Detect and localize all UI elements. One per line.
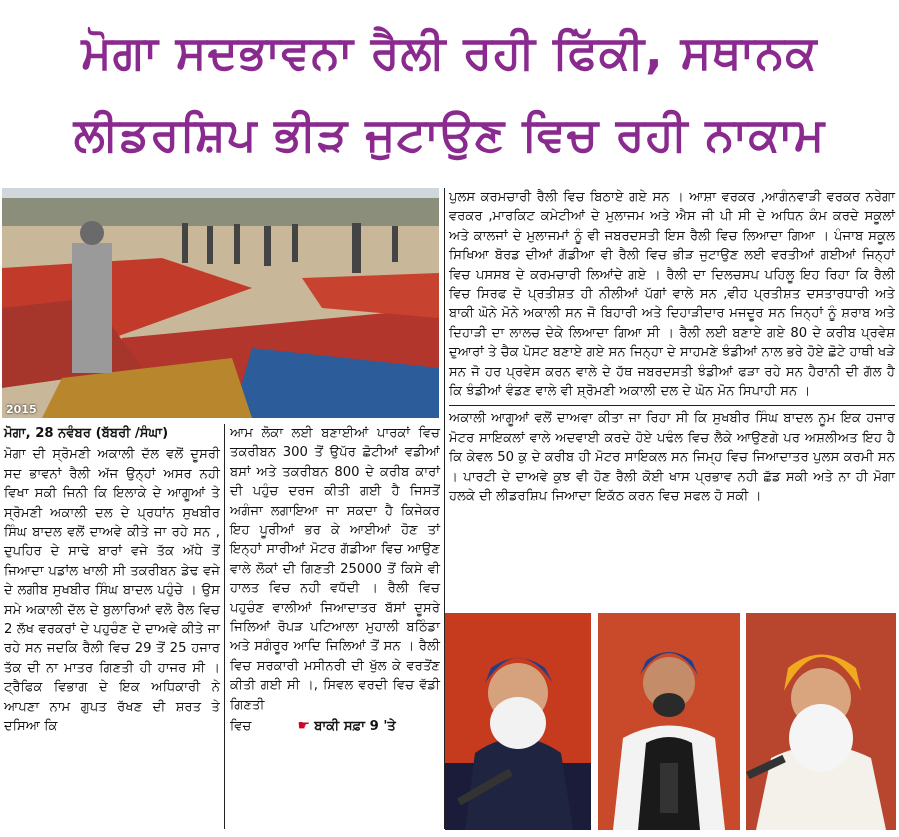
article-column-2 [230, 424, 440, 739]
photo-year-stamp: 2015 [6, 403, 37, 416]
column-3-paragraph-1: ਪੁਲਸ ਕਰਮਚਾਰੀ ਰੈਲੀ ਵਿਚ ਬਿਠਾਏ ਗਏ ਸਨ । ਆਸ਼ਾ ਵਰਕਰ ,ਆਗੰਨਵਾੜੀ ਵਰਕਰ ਨਰੇਗਾ ਵਰਕਰ ,ਮਾਰਕਿਟ ਕਮੇਟੀਆਂ ਦੇ ਮੁਲਾਜਮ ਅਤੇ ਐਸ ਜੀ ਪੀ ਸੀ ਦੇ ਅਧਿਨ ਕੰਮ ਕਰਦੇ ਸਕੂਲਾਂ ਅਤੇ ਕਾਲਜਾਂ ਦੇ ਮੁਲਾਜਮਾਂ ਨੂੰ ਵੀ ਜਬਰਦਸਤੀ ਇਸ ਰੈਲੀ ਵਿਚ ਲਿਆਦਾ ਗਿਆ । ਪੰਜਾਬ ਸਕੂਲ ਸਿਖਿਆ ਬੋਰਡ ਦੀਆਂ ਗੱਡੀਆ ਵੀ ਰੈਲੀ ਵਿਚ ਭੀੜ ਜੁਟਾਉਣ ਲਈ ਵਰਤੀਆਂ ਗਈਆਂ ਜਿਨ੍ਹਾਂ ਵਿਚ ਪਸਸਬ ਦੇ ਕਰਮਚਾਰੀ ਲਿਆਂਦੇ ਗਏ । ਰੈਲੀ ਦਾ ਦਿਲਚਸਪ ਪਹਿਲੂ ਇਹ ਰਿਹਾ ਕਿ ਰੈਲੀ ਵਿਚ ਸਿਰਫ ਦੋ ਪ੍ਰਤੀਸ਼ਤ ਹੀ ਨੀਲੀਆਂ ਪੱਗਾਂ ਵਾਲੇ ਸਨ ,ਵੀਹ ਪ੍ਰਤੀਸ਼ਤ ਦਸਤਾਰਧਾਰੀ ਅਤੇ ਬਾਕੀ ਘੋਨੇ ਮੋਨੇ ਅਕਾਲੀ ਸਨ ਜੋ ਬਿਹਾਰੀ ਅਤੇ ਦਿਹਾੜੀਦਾਰ ਮਜਦੂਰ ਸਨ ਜਿਨ੍ਹਾਂ ਨੂੰ ਸ਼ਰਾਬ ਅਤੇ ਦਿਹਾੜੀ ਦਾ ਲਾਲਚ ਦੇਕੇ ਲਿਆਦਾ ਗਿਆ ਸੀ । ਰੈਲੀ ਲਈ ਬਣਾਏ ਗਏ 80 ਦੇ ਕਰੀਬ ਪ੍ਰਵੇਸ਼ ਦੁਆਰਾਂ ਤੇ ਚੈਕ ਪੋਸਟ ਬਣਾਏ ਗਏ ਸਨ ਜਿਨ੍ਹਾ ਦੇ ਸਾਹਮਣੇ ਝੰਡੀਆਂ ਨਾਲ ਭਰੇ ਹੋਏ ਛੋਟੇ ਹਾਥੀ ਖੜੇ ਸਨ ਜੋ ਹਰ ਪ੍ਰਵੇਸ ਕਰਨ ਵਾਲੇ ਦੇ ਹੱਥ ਜਬਰਦਸਤੀ ਝੰਡੀਆਂ ਫੜਾ ਰਹੇ ਸਨ ਹੈਰਾਨੀ ਦੀ ਗੱਲ ਹੈ ਕਿ ਝੰਡੀਆਂ ਵੰਡਣ ਵਾਲੇ ਵੀ ਸ਼੍ਰੋਮਣੀ ਅਕਾਲੀ ਦਲ ਦੇ ਘੋਨ ਮੋਨ ਸਿਪਾਹੀ ਸਨ । [449, 190, 895, 400]
continued-on-page: ਬਾਕੀ ਸਫ਼ਾ 9 'ਤੇ [314, 719, 396, 735]
column-2-last-word: ਵਿਚ [230, 719, 252, 735]
column-1-text: ਮੋਗਾ ਦੀ ਸ੍ਰੋਮਣੀ ਅਕਾਲੀ ਦੱਲ ਵਲੋਂ ਦੂਸਰੀ ਸਦ ਭਾਵਨਾਂ ਰੈਲੀ ਅੱਜ ਉਨ੍ਹਾਂ ਅਸਰ ਨਹੀ ਵਿਖਾ ਸਕੀ ਜਿਨੀ ਕਿ ਇਲਾਕੇ ਦੇ ਆਗੂਆਂ ਤੇ ਸ੍ਰੋਮਣੀ ਅਕਾਲੀ ਦਲ ਦੇ ਪ੍ਰਧਾਂਨ ਸੁਖਬੀਰ ਸਿੰਘ ਬਾਦਲ ਵਲੋਂ ਦਾਅਵੇ ਕੀਤੇ ਜਾ ਰਹੇ ਸਨ , ਦੁਪਹਿਰ ਦੇ ਸਾਢੇ ਬਾਰਾਂ ਵਜੇ ਤੱਕ ਅੱਧੇ ਤੋਂ ਜਿਆਦਾ ਪਡਾਂਲ ਖਾਲੀ ਸੀ ਤਕਰੀਬਨ ਡੇਢ ਵਜੇ ਦੇ ਲਗੀਬ ਸੁਖਬੀਰ ਸਿੰਘ ਬਾਦਲ ਪਹੁੰਚੇ । ਉਸ ਸਮੇ ਅਕਾਲੀ ਦੱਲ ਦੇ ਬੁਲਾਰਿਆਂ ਵਲੋ ਰੈਲ ਵਿਚ 2 ਲੱਖ ਵਰਕਰਾਂ ਦੇ ਪਹੁਚੰਣ ਦੇ ਦਾਅਵੇ ਕੀਤੇ ਜਾ ਰਹੇ ਸਨ ਜਦਕਿ ਰੈਲੀ ਵਿਚ 29 ਤੋਂ 25 ਹਜਾਰ ਤੱਕ ਦੀ ਨਾ ਮਾਤਰ ਗਿਣਤੀ ਹੀ ਹਾਜਰ ਸੀ । ਟ੍ਰੈਫਿਕ ਵਿਭਾਗ ਦੇ ਇਕ ਅਧਿਕਾਰੀ ਨੇ ਆਪਣਾ ਨਾਮ ਗੁਪਤ ਰੱਖਣ ਦੀ ਸ਼ਰਤ ਤੇ ਦਸਿਆ ਕਿ [4, 447, 220, 735]
continued-arrow-icon: ☛ [297, 718, 311, 735]
rally-ground-illustration [2, 188, 439, 418]
speaker-photo-2 [598, 613, 740, 830]
headline-line-1: ਮੋਗਾ ਸਦਭਾਵਨਾ ਰੈਲੀ ਰਹੀ ਫਿੱਕੀ, ਸਥਾਨਕ [81, 25, 818, 79]
speaker-photo-1 [445, 613, 591, 830]
column-divider [224, 424, 225, 829]
paragraph-rule [449, 405, 895, 406]
headline-line-2: ਲੀਡਰਸ਼ਿਪ ਭੀੜ ਜੁਟਾਉਣ ਵਿਚ ਰਹੀ ਨਾਕਾਮ [73, 107, 826, 161]
column-2-text: ਆਮ ਲੋਕਾ ਲਈ ਬਣਾਈਆਂ ਪਾਰਕਾਂ ਵਿਚ ਤਕਰੀਬਨ 300 ਤੋਂ ਉਪੱਰ ਛੋਟੀਆਂ ਵਡੀਆਂ ਬਸਾਂ ਅਤੇ ਤਕਰੀਬਨ 800 ਦੇ ਕਰੀਬ ਕਾਰਾਂ ਦੀ ਪਹੁੰਚ ਦਰਜ ਕੀਤੀ ਗਈ ਹੈ ਜਿਸਤੋਂ ਅਗੰਜਾ ਲਗਾਇਆ ਜਾ ਸਕਦਾ ਹੈ ਕਿਜੇਕਰ ਇਹ ਪੂਰੀਆਂ ਭਰ ਕੇ ਆਈਆਂ ਹੋਣ ਤਾਂ ਇਨ੍ਹਾਂ ਸਾਰੀਆਂ ਮੋਟਰ ਗੱਡੀਆ ਵਿਚ ਆਉਣ ਵਾਲੇ ਲੋਕਾਂ ਦੀ ਗਿਣਤੀ 25000 ਤੋਂ ਕਿਸੇ ਵੀ ਹਾਲਤ ਵਿਚ ਨਹੀ ਵਧੱਦੀ । ਰੈਲੀ ਵਿਚ ਪਹੁਚੰਣ ਵਾਲੀਆਂ ਜਿਆਦਾਤਰ ਬੱਸਾਂ ਦੂਸਰੇ ਜਿਲਿਆਂ ਰੋਪੜ ਪਟਿਆਲਾ ਮੁਹਾਲੀ ਬਠਿੰਡਾ ਅਤੇ ਸਗੰਰੂਰ ਆਦਿ ਜਿਲਿਆਂ ਤੋਂ ਸਨ । ਰੈਲੀ ਵਿਚ ਸਰਕਾਰੀ ਮਸੀਨਰੀ ਦੀ ਖੁੱਲ ਕੇ ਵਰਤੋਂਣ ਕੀਤੀ ਗਈ ਸੀ ।, ਸਿਵਲ ਵਰਦੀ ਵਿਚ ਵੱਡੀ ਗਿਣਤੀ [230, 426, 440, 713]
speaker-photo-3 [746, 613, 896, 830]
headline [0, 0, 899, 186]
speaker-3-illustration [746, 613, 896, 830]
speaker-2-illustration [598, 613, 740, 830]
column-3-paragraph-2: ਅਕਾਲੀ ਆਗੂਆਂ ਵਲੋਂ ਦਾਅਵਾ ਕੀਤਾ ਜਾ ਰਿਹਾ ਸੀ ਕਿ ਸੁਖਬੀਰ ਸਿੰਘ ਬਾਦਲ ਨੂਮ ਇਕ ਹਜਾਰ ਮੋਟਰ ਸਾਇਕਲਾਂ ਵਾਲੇ ਅਦਵਾਈ ਕਰਦੇ ਹੋਏ ਪਢੰਲ ਵਿਚ ਲੈਕੇ ਆਉਣਗੇ ਪਰ ਅਸ਼ਲੀਅਤ ਇਹ ਹੈ ਕਿ ਕੇਵਲ 50 ਕੁ ਦੇ ਕਰੀਬ ਹੀ ਮੋਟਰ ਸਾਇਕਲ ਸਨ ਜਿਮ੍ਹ ਵਿਚ ਜਿਆਦਾਤਰ ਪੁਲਸ ਕਰਮੀ ਸਨ । ਪਾਰਟੀ ਦੇ ਦਾਅਵੇ ਕੁਝ ਵੀ ਹੋਣ ਰੈਲੀ ਕੋਈ ਖਾਸ ਪ੍ਰਭਾਵ ਨਹੀ ਛੱਡ ਸਕੀ ਅਤੇ ਨਾ ਹੀ ਮੋਗਾ ਹਲਕੇ ਦੀ ਲੀਡਰਸ਼ਿਪ ਜਿਆਦਾ ਇਕੱਠ ਕਰਨ ਵਿਚ ਸਫਲ ਹੋ ਸਕੀ । [449, 411, 895, 505]
article-column-3 [449, 188, 895, 509]
dateline: ਮੋਗਾ, 28 ਨਵੰਬਰ (ਬੱਬਰੀ /ਸੰਘਾ) [4, 426, 169, 441]
article-column-1 [4, 424, 220, 739]
speaker-1-illustration [445, 613, 591, 830]
rally-ground-photo [2, 188, 439, 418]
